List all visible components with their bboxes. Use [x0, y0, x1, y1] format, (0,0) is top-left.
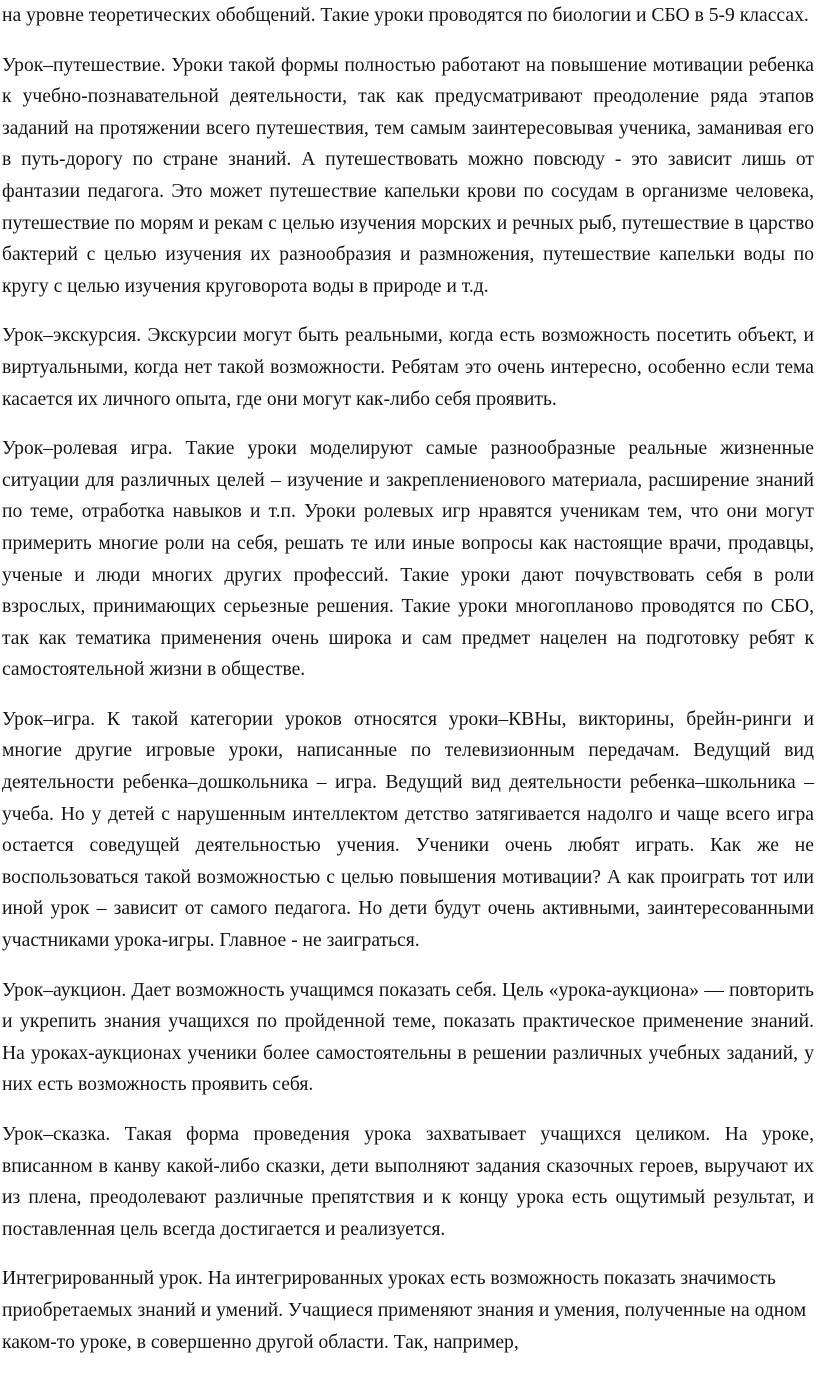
paragraph-lesson-auction: Урок–аукцион. Дает возможность учащимся показать себя. Цель «урока-аукциона» — повторить и укрепить знания учащихся по пройденной теме, показать практическое применение знаний. На уроках-аукционах ученики более самостоятельны в решении различных учебных заданий, у них есть возможность проявить себя. — [2, 979, 814, 1096]
paragraph-integrated-lesson: Интегрированный урок. На интегрированных уроках есть возможность показать значимость приобретаемых знаний и умений. Учащиеся применяют знания и умения, полученные на одном каком-то уроке, в совершенно другой области. Так, например, — [2, 1268, 807, 1353]
paragraph-intro-continuation: на уровне теоретических обобщений. Такие уроки проводятся по биологии и СБО в 5-9 классах. — [2, 5, 809, 26]
document-page — [2, 0, 814, 1376]
paragraph-lesson-role-play: Урок–ролевая игра. Такие уроки моделируют самые разнообразные реальные жизненные ситуации для различных целей – изучение и закреплениенового материала, расширение знаний по теме, отработка навыков и т.п. Уроки ролевых игр нравятся ученикам тем, что они могут примерить многие роли на себя, решать те или иные вопросы как настоящие врачи, продавцы, ученые и люди многих других профессий. Такие уроки дают почувствовать себя в роли взрослых, принимающих серьезные решения. Такие уроки многопланово проводятся по СБО, так как тематика применения очень широка и сам предмет нацелен на подготовку ребят к самостоятельной жизни в обществе. — [2, 438, 814, 681]
paragraph-lesson-excursion: Урок–экскурсия. Экскурсии могут быть реальными, когда есть возможность посетить объект, и виртуальными, когда нет такой возможности. Ребятам это очень интересно, особенно если тема касается их личного опыта, где они могут как-либо себя проявить. — [2, 325, 814, 410]
paragraph-lesson-fairy-tale: Урок–сказка. Такая форма проведения урока захватывает учащихся целиком. На уроке, вписанном в канву какой-либо сказки, дети выполняют задания сказочных героев, выручают их из плена, преодолевают различные препятствия и к концу урока есть ощутимый результат, и поставленная цель всегда достигается и реализуется. — [2, 1124, 814, 1240]
paragraph-lesson-journey: Урок–путешествие. Уроки такой формы полностью работают на повышение мотивации ребенка к учебно-познавательной деятельности, так как предусматривают преодоление ряда этапов заданий на протяжении всего путешествия, тем самым заинтересовывая ученика, заманивая его в путь-дорогу по стране знаний. А путешествовать можно повсюду - это зависит лишь от фантазии педагога. Это может путешествие капельки крови по сосудам в организме человека, путешествие по морям и рекам с целью изучения морских и речных рыб, путешествие в царство бактерий с целью изучения их разнообразия и размножения, путешествие капельки воды по кругу с целью изучения круговорота воды в природе и т.д. — [2, 54, 814, 297]
paragraph-lesson-game: Урок–игра. К такой категории уроков относятся уроки–КВНы, викторины, брейн-ринги и многие другие игровые уроки, написанные по телевизионным передачам. Ведущий вид деятельности ребенка–дошкольника – игра. Ведущий вид деятельности ребенка–школьника – учеба. Но у детей с нарушенным интеллектом детство затягивается надолго и чаще всего игра остается соведущей деятельностью учения. Ученики очень любят играть. Как же не воспользоваться такой возможностью с целью повышения мотивации? А как проиграть тот или иной урок – зависит от самого педагога. Но дети будут очень активными, заинтересованными участниками урока-игры. Главное - не заиграться. — [2, 708, 814, 952]
